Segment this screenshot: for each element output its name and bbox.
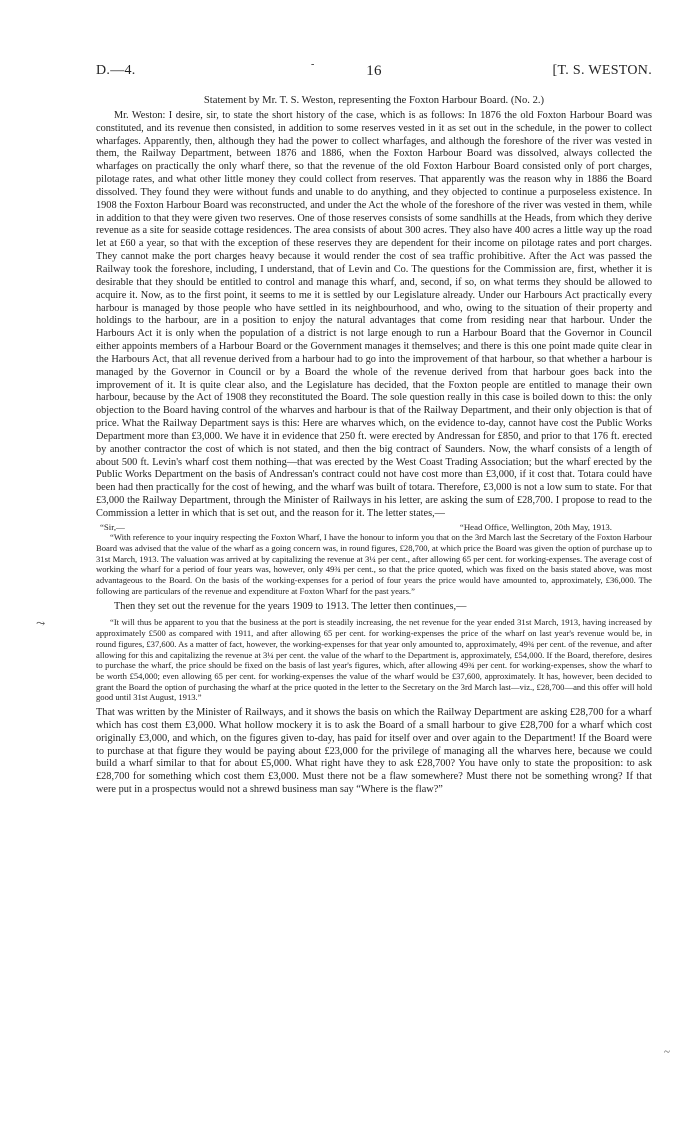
page-number: 16	[366, 63, 382, 79]
statement-title: Statement by Mr. T. S. Weston, representing the Foxton Harbour Board. (No. 2.)	[203, 95, 545, 106]
page-header	[96, 59, 652, 85]
margin-mark-right: ~	[664, 1046, 670, 1058]
letter-quote: “With reference to your inquiry respecting the Foxton Wharf, I have the honour to inform you that on the 3rd March last the Secretary of the Foxton Harbour Board was advised that the value of the wharf as a going concern was, in round figures, £28,700, at which price the Board was given the option of purchase up to 31st March, 1913. The valuation was arrived at by capitalizing the revenue at 3¼ per cent., after allowing 65 per cent. for working-expenses. The average cost of working the wharf for a period of four years was, however, only 49¾ per cent., so that the price quoted, which was fixed on the basis stated above, was most advantageous to the Board. On the basis of the working-expenses for a period of four years the price would have amounted to, approximately, £36,000. The following are particulars of the revenue and expenditure at Foxton Wharf for the past years.”	[96, 532, 652, 596]
statement-paragraph: Then they set out the revenue for the years 1909 to 1913. The letter then continues,—	[114, 600, 467, 612]
running-head: [T. S. WESTON.	[552, 63, 652, 78]
letter-heading	[96, 522, 652, 533]
page-body	[96, 95, 652, 797]
header-dash: -	[311, 59, 315, 70]
statement-paragraph: That was written by the Minister of Railways, and it shows the basis on which the Railway Department are asking £28,700 for a wharf which has cost them £3,000. What hollow mockery it is to ask the Board of a small harbour to give £28,700 for a wharf which cost originally £3,000, and which, on the figures given to-day, has paid for itself over and over again to the Department! If the Board were to purchase at that figure they would be paying about £23,000 for the privilege of managing all the wharves here, because we could build a wharf similar to that for about £5,000. What right have they to ask £28,700? You have only to state the proposition: to ask £28,700 for something which cost them £3,000. Must there not be a flaw somewhere? Must there not be something wrong? If that were put in a prospectus would not a shrewd business man say “Where is the flaw?”	[96, 707, 652, 796]
letter-salutation: “Sir,—	[100, 521, 125, 532]
margin-mark-left: ⤳	[36, 618, 46, 630]
document-reference: D.—4.	[96, 63, 136, 78]
statement-paragraph: Mr. Weston: I desire, sir, to state the short history of the case, which is as follows: In 1876 the old Foxton Harbour Board was constituted, and its revenue then consisted, in addition to some reserves vested in it as set out in the schedule, in the power to collect wharfages. Apparently, then, although they had the power to collect wharfages, and although the foreshore of the river was vested in them, the Railway Department, between 1876 and 1886, when the Foxton Harbour Board was dissolved, always collected the wharfages on practically the only wharf there, so that the revenue of the old Foxton Harbour Board consisted only of port charges, pilotage rates, and what other little money they could collect from reserves. That apparently was the reason why in 1886 the Board dissolved. They found they were without funds and unable to do anything, and they objected to continue a purposeless existence. In 1908 the Foxton Harbour Board was reconstructed, and under the Act the whole of the foreshore of the river was vested in them, while in addition to that they were given two reserves. One of those reserves consists of some sandhills at the Heads, from which they derive revenue as a site for seaside cottage residences. The area consists of about 300 acres. They also have 400 acres a little way up the road let at £60 a year, so that with the exception of these reserves they are dependent for their income on pilotage rates and port charges. They cannot make the port charges heavy because it would render the cost of sea traffic prohibitive. After the Act was passed the Railway took the foreshore, including, I understand, that of Levin and Co. The questions for the Commission are, first, whether it is desirable that they should be entitled to control and manage this wharf, and, second, if so, on what terms they should be allowed to acquire it. Now, as to the first point, it seems to me it is settled by our Legislature already. Under our Harbours Act practically every harbour is managed by those people who have settled in its neighbourhood, and who, owing to the situation of their property and holdings to the harbour, are in a position to enjoy the natural advantages that come from residing near that harbour. Under the Harbours Act it is only when the population of a district is not large enough to run a Harbour Board that the Governor in Council either appoints members of a Harbour Board or the Government manages it themselves; and there is this one point made quite clear in the Harbours Act, that all revenue derived from a harbour had to go into the improvement of that harbour, so that whether a harbour is managed by the Governor in Council or by a Board the whole of the revenue derived from that harbour goes back into the improvement of it. It is quite clear also, and the Legislature has decided, that the Foxton people are entitled to manage their own harbour, because by the Act of 1908 they reconstituted the Board. The sole question really in this case is boiled down to this: the only objection to the Board having control of the wharves and harbour is that of the Railway Department, and their only objection is that of price. What the Railway Department says is this: Here are wharves which, on the evidence to-day, cannot have cost the Public Works Department more than £3,000. We have it in evidence that 250 ft. were erected by Andressan for £850, and prior to that 176 ft. erected by another contractor the cost of which is not stated, and then the big contract of Saunders. Now, the wharf consists of a length of about 500 ft. Levin's wharf cost them nothing—that was erected by the West Coast Trading Association; but the wharf erected by the Public Works Department on the basis of Andressan's contract could not have cost more than £3,000, if it cost that. Totara could have been had then practically for the cost of hewing, and the wharf was built of totara. Therefore, £3,000 is not a low sum to state. For that £3,000 the Railway Department, through the Minister of Railways in his letter, are asking the sum of £28,700. I propose to read to the Commission a letter in which that is set out, and the reason for it. The letter states,—	[96, 109, 652, 519]
letter-address: “Head Office, Wellington, 20th May, 1913.	[459, 521, 612, 532]
letter-quote: “It will thus be apparent to you that the business at the port is steadily increasing, the net revenue for the year ended 31st March, 1913, having increased by approximately £500 as compared with 1911, and after allowing 65 per cent. for working-expenses the price of the wharf on last year's revenue would be, in round figures, £37,600. As a matter of fact, however, the working-expenses for that year only amounted to, approximately, 49¾ per cent. of the revenue, and after allowing for this and capitalizing the revenue at 3¼ per cent. the value of the wharf to the Department is, approximately, £54,000. If the Board, therefore, desires to purchase the wharf, the price should be fixed on the basis of last year's figures, which, after allowing 49¾ per cent. for working-expenses, show the wharf to be worth £54,000; even allowing 65 per cent. for working-expenses the value of the wharf would be £37,600, approximately. It has, however, been decided to grant the Board the option of purchasing the wharf at the price quoted in the letter to the Secretary on the 3rd March last—viz., £28,700—and this offer will hold good until 31st August, 1913.”	[96, 617, 652, 703]
